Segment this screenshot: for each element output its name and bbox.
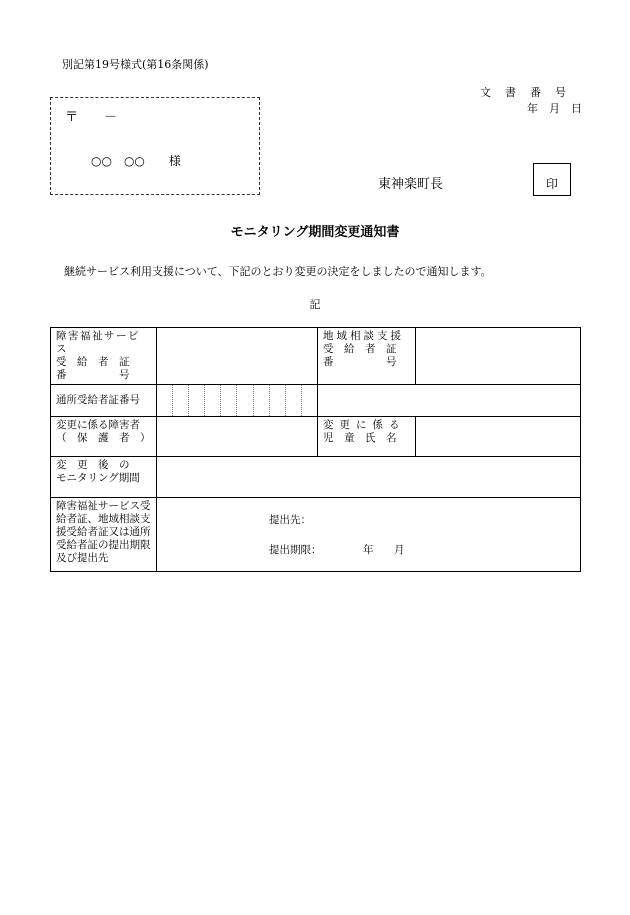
row-submission: [51, 498, 581, 572]
submit-to-label: 提出先：: [269, 514, 311, 526]
row-certificate-numbers: [51, 328, 581, 385]
row-day-care-cert: [51, 385, 581, 417]
label-community-support-cert: [318, 328, 416, 385]
form-number: 別記第19号様式(第16条関係): [62, 58, 209, 71]
label-line: 受給者証の提出期限: [56, 539, 151, 551]
label-line: 受 給 者 証: [323, 343, 397, 355]
row-monitoring-period: [51, 457, 581, 498]
digit-boxes: [157, 385, 317, 416]
label-line: 障害福祉サービス受: [56, 500, 151, 512]
form-table: [50, 327, 581, 572]
label-line: 変更に係る障害者: [56, 419, 140, 431]
label-line: 受 給 者 証: [56, 356, 130, 368]
seal-label: 印: [545, 177, 558, 191]
blank-cell: [318, 385, 581, 417]
postal-code: 〒 －: [65, 110, 118, 125]
label-line: 給者証、地域相談支: [56, 513, 151, 525]
label-child-name: [318, 417, 416, 457]
label-line: （ 保 護 者 ）: [56, 432, 151, 444]
body-text: 継続サービス利用支援について、下記のとおり変更の決定をしましたので通知します。: [64, 265, 492, 278]
document-title: モニタリング期間変更通知書: [230, 225, 400, 240]
document-number-label: 文書番号: [480, 86, 580, 99]
label-line: 変更に係る: [323, 419, 406, 431]
deadline-year-label: 年: [363, 544, 374, 556]
address-box: [50, 97, 260, 195]
label-line: 地域相談支援: [323, 330, 404, 342]
label-line: 援受給者証又は通所: [56, 526, 151, 538]
label-text: 障害福祉サービス: [56, 330, 140, 355]
label-line: モニタリング期間: [56, 472, 140, 484]
label-line: [56, 330, 151, 356]
seal-box: [533, 163, 571, 196]
label-disabled-person: [51, 417, 157, 457]
label-monitoring-period: [51, 457, 157, 498]
row-persons: [51, 417, 581, 457]
monitoring-period-field[interactable]: [157, 457, 581, 498]
ki-marker: 記: [309, 298, 321, 311]
deadline-label: 提出期限：: [269, 544, 322, 556]
label-welfare-service-cert: [51, 328, 157, 385]
submission-field[interactable]: [157, 498, 581, 572]
label-line: 変 更 後 の: [56, 459, 130, 471]
date-label: 年 月 日: [527, 102, 582, 115]
community-cert-number-field[interactable]: [416, 328, 581, 385]
label-line: 児 童 氏 名: [323, 432, 397, 444]
disabled-person-field[interactable]: [157, 417, 318, 457]
welfare-cert-number-field[interactable]: [157, 328, 318, 385]
day-care-cert-number-field[interactable]: [157, 385, 318, 417]
deadline-month-label: 月: [394, 544, 405, 556]
label-line: 及び提出先: [56, 552, 109, 564]
label-text: 通所受給者証番号: [56, 394, 140, 406]
label-day-care-cert: [51, 385, 157, 417]
label-line: 番 号: [323, 356, 397, 368]
addressee-name: ○○ ○○ 様: [91, 154, 181, 168]
label-submission-deadline: [51, 498, 157, 572]
issuer-name: 東神楽町長: [378, 177, 444, 192]
label-line: 番 号: [56, 369, 130, 381]
child-name-field[interactable]: [416, 417, 581, 457]
